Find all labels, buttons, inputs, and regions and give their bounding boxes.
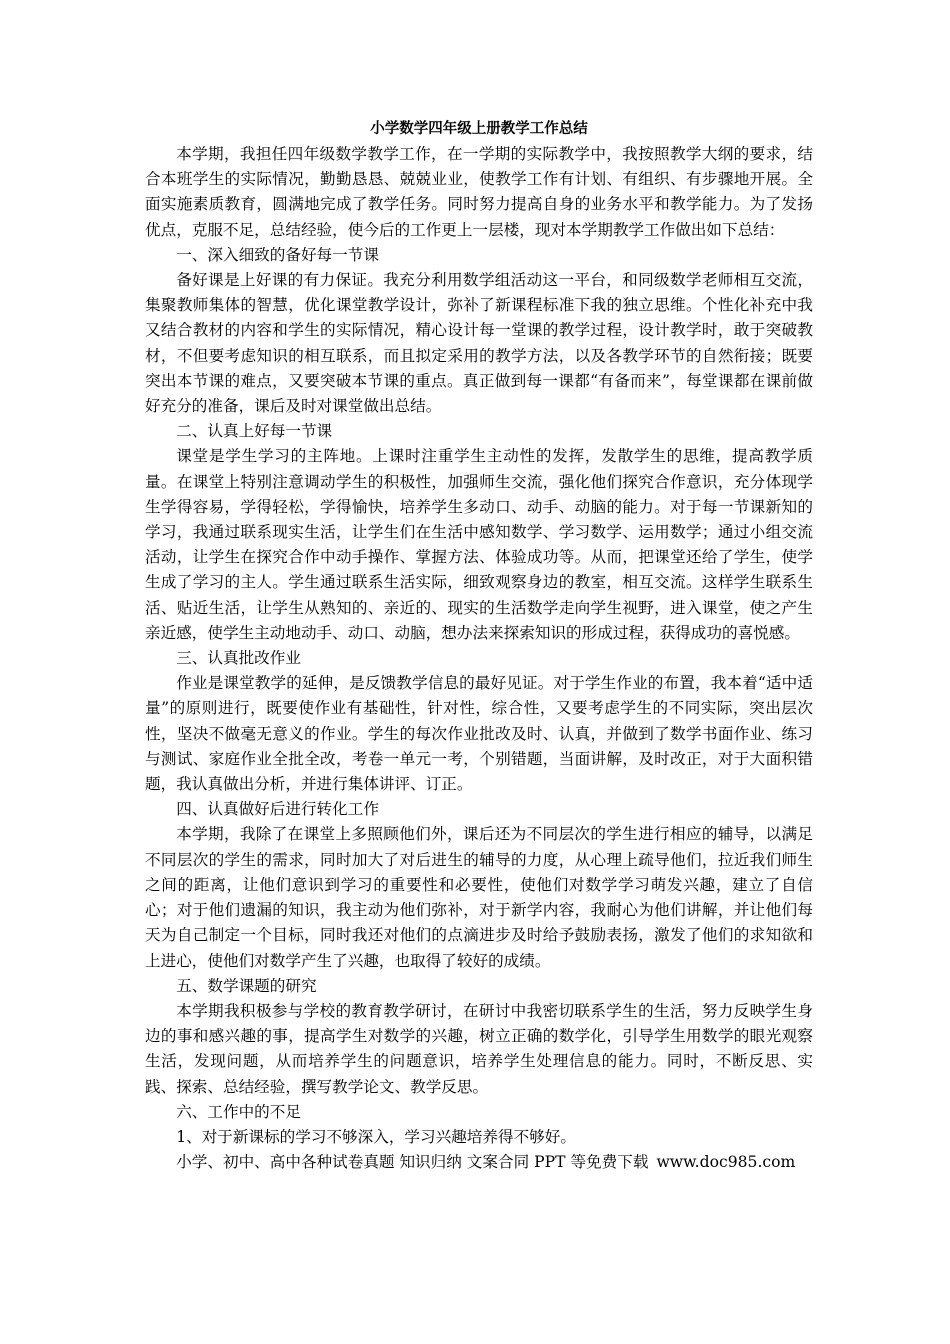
section-body-4: 本学期，我除了在课堂上多照顾他们外，课后还为不同层次的学生进行相应的辅导，以满足不同层次的学生的需求，同时加大了对后进生的辅导的力度，从心理上疏导他们，拉近我们师生之间的距离，让他们意识到学习的重要性和必要性，使他们对数学学习萌发兴趣，建立了自信心；对于他们遗漏的知识，我主动为他们弥补，对于新学内容，我耐心为他们讲解，并让他们每天为自己制定一个目标，同时我还对他们的点滴进步及时给予鼓励表扬，激发了他们的求知欲和上进心，使他们对数学产生了兴趣，也取得了较好的成绩。 [145, 825, 813, 970]
document-page [145, 118, 813, 1175]
section-heading-5: 五、数学课题的研究 [176, 976, 317, 995]
document-title: 小学数学四年级上册教学工作总结 [370, 120, 588, 137]
section-body-3: 作业是课堂教学的延伸，是反馈教学信息的最好见证。对于学生作业的布置，我本着“适中适量”的原则进行，既要使作业有基础性，针对性，综合性，又要考虑学生的不同实际，突出层次性，坚决不做毫无意义的作业。学生的每次作业批改及时、认真，并做到了数学书面作业、练习与测试、家庭作业全批全改，考卷一单元一考，个别错题，当面讲解，及时改正，对于大面积错题，我认真做出分析，并进行集体讲评、订正。 [145, 674, 813, 794]
section-body-6: 1、对于新课标的学习不够深入，学习兴趣培养得不够好。 [176, 1127, 576, 1146]
section-heading-4: 四、认真做好后进行转化工作 [176, 800, 379, 819]
section-body-5: 本学期我积极参与学校的教育教学研讨，在研讨中我密切联系学生的生活，努力反映学生身边的事和感兴趣的事，提高学生对数学的兴趣，树立正确的数学化，引导学生用数学的眼光观察生活，发现问题，从而培养学生的问题意识，培养学生处理信息的能力。同时，不断反思、实践、探索、总结经验，撰写教学论文、教学反思。 [145, 1001, 813, 1096]
footer-text: 小学、初中、高中各种试卷真题 知识归纳 文案合同 PPT 等免费下载 [176, 1153, 649, 1172]
intro-paragraph: 本学期，我担任四年级数学教学工作，在一学期的实际教学中，我按照教学大纲的要求，结合本班学生的实际情况，勤勤恳恳、兢兢业业，使教学工作有计划、有组织、有步骤地开展。全面实施素质教育，圆满地完成了教学任务。同时努力提高自身的业务水平和教学能力。为了发扬优点，克服不足，总结经验，使今后的工作更上一层楼，现对本学期教学工作做出如下总结： [145, 145, 813, 239]
footer-line [145, 1150, 813, 1175]
section-heading-3: 三、认真批改作业 [176, 649, 301, 668]
section-heading-1: 一、深入细致的备好每一节课 [176, 245, 379, 264]
section-body-1: 备好课是上好课的有力保证。我充分利用数学组活动这一平台，和同级数学老师相互交流，集聚教师集体的智慧，优化课堂教学设计，弥补了新课程标准下我的独立思维。个性化补充中我又结合教材的内容和学生的实际情况，精心设计每一堂课的教学过程，设计教学时，敢于突破教材，不但要考虑知识的相互联系，而且拟定采用的教学方法，以及各教学环节的自然衔接；既要突出本节课的难点，又要突破本节课的重点。真正做到每一课都“有备而来”，每堂课都在课前做好充分的准备，课后及时对课堂做出总结。 [145, 271, 813, 416]
footer-url-link[interactable]: www.doc985.com [656, 1153, 796, 1172]
section-heading-2: 二、认真上好每一节课 [176, 422, 333, 441]
section-heading-6: 六、工作中的不足 [176, 1102, 301, 1121]
section-body-2: 课堂是学生学习的主阵地。上课时注重学生主动性的发挥，发散学生的思维，提高教学质量。在课堂上特别注意调动学生的积极性，加强师生交流，强化他们探究合作意识，充分体现学生学得容易，学得轻松，学得愉快，培养学生多动口、动手、动脑的能力。对于每一节课新知的学习，我通过联系现实生活，让学生们在生活中感知数学、学习数学、运用数学；通过小组交流活动，让学生在探究合作中动手操作、掌握方法、体验成功等。从而，把课堂还给了学生，使学生成了学习的主人。学生通过联系生活实际，细致观察身边的教室，相互交流。这样学生联系生活、贴近生活，让学生从熟知的、亲近的、现实的生活数学走向学生视野，进入课堂，使之产生亲近感，使学生主动地动手、动口、动脑，想办法来探索知识的形成过程，获得成功的喜悦感。 [145, 447, 813, 642]
